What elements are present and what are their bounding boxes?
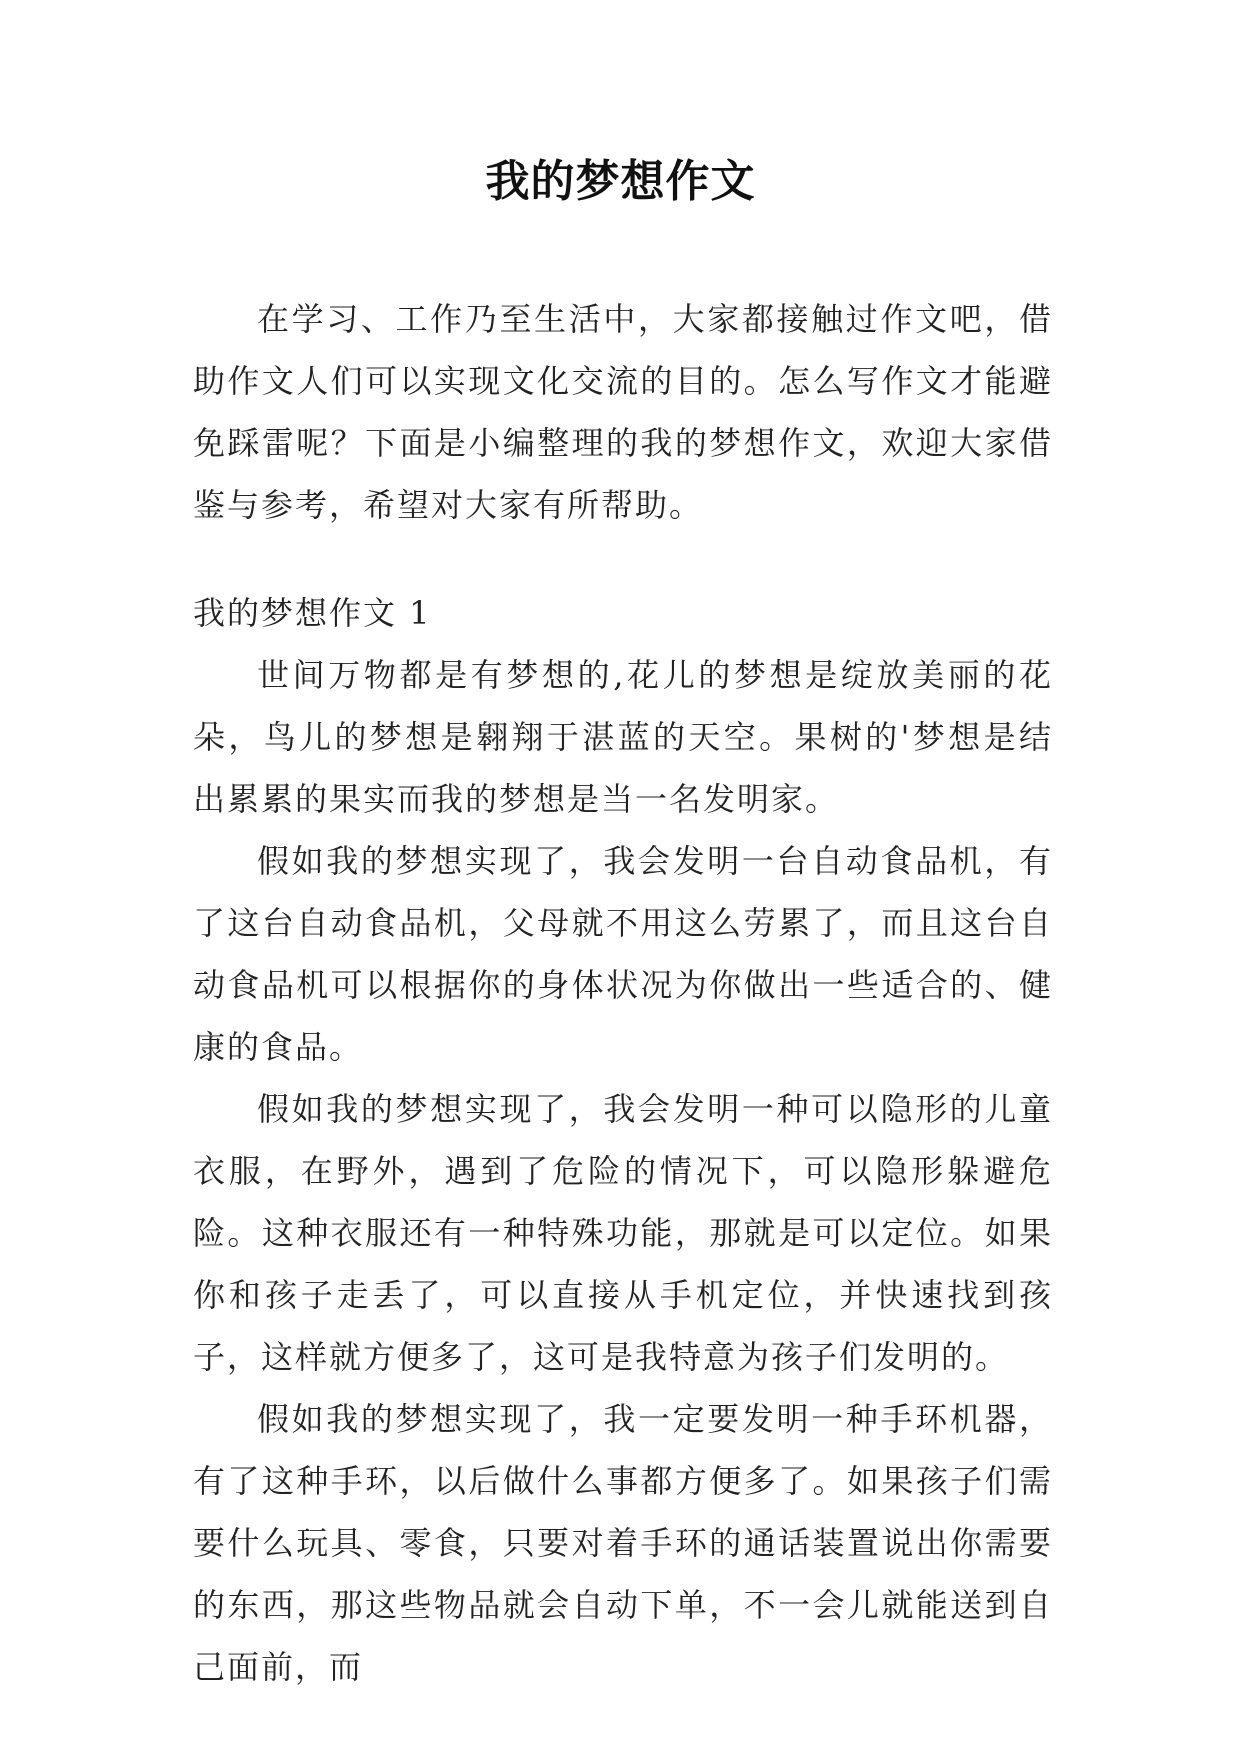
document-body xyxy=(193,288,1053,1698)
body-paragraph: 假如我的梦想实现了，我一定要发明一种手环机器，有了这种手环，以后做什么事都方便多了。如果孩子们需要什么玩具、零食，只要对着手环的通话装置说出你需要的东西，那这些物品就会自动下单，不一会儿就能送到自己面前，而 xyxy=(193,1400,1053,1686)
body-paragraph: 世间万物都是有梦想的,花儿的梦想是绽放美丽的花朵，鸟儿的梦想是翱翔于湛蓝的天空。果树的'梦想是结出累累的果实而我的梦想是当一名发明家。 xyxy=(193,656,1053,818)
section-heading: 我的梦想作文 1 xyxy=(193,594,432,632)
body-paragraph: 假如我的梦想实现了，我会发明一种可以隐形的儿童衣服，在野外，遇到了危险的情况下，可以隐形躲避危险。这种衣服还有一种特殊功能，那就是可以定位。如果你和孩子走丢了，可以直接从手机定位，并快速找到孩子，这样就方便多了，这可是我特意为孩子们发明的。 xyxy=(193,1090,1053,1376)
document-title: 我的梦想作文 xyxy=(485,156,756,207)
body-paragraph: 假如我的梦想实现了，我会发明一台自动食品机，有了这台自动食品机，父母就不用这么劳累了，而且这台自动食品机可以根据你的身体状况为你做出一些适合的、健康的食品。 xyxy=(193,842,1053,1066)
intro-paragraph: 在学习、工作乃至生活中，大家都接触过作文吧，借助作文人们可以实现文化交流的目的。怎么写作文才能避免踩雷呢？下面是小编整理的我的梦想作文，欢迎大家借鉴与参考，希望对大家有所帮助。 xyxy=(193,300,1053,524)
